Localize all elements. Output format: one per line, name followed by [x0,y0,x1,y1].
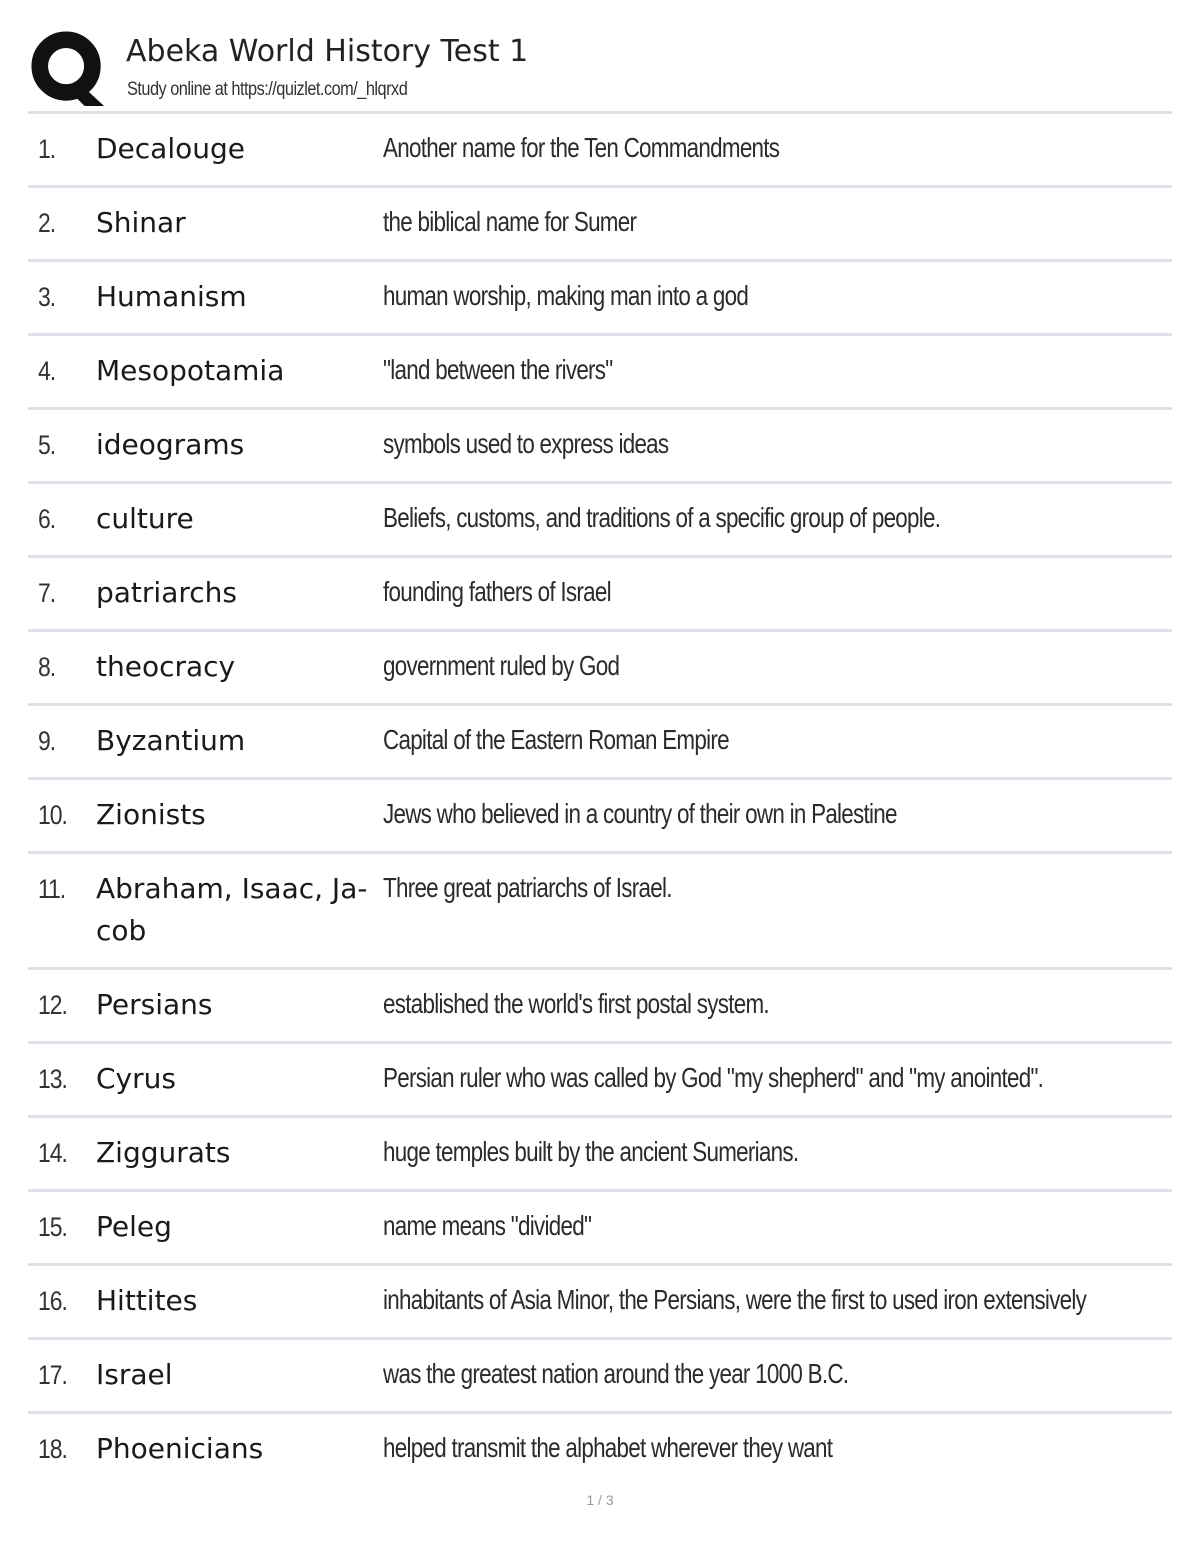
page-number: 1 / 3 [586,1492,614,1508]
card-term: Israel [96,1358,173,1391]
card-number: 9. [38,726,56,756]
card-number: 12. [38,990,67,1020]
card-number: 6. [38,504,56,534]
flashcard-row [28,1266,1172,1340]
card-definition: founding fathers of Israel [383,576,611,607]
card-number: 1. [38,134,56,164]
card-number: 5. [38,430,56,460]
card-definition: Another name for the Ten Commandments [383,132,780,163]
card-definition: Beliefs, customs, and traditions of a specific group of people. [383,502,941,533]
card-term: Shinar [96,206,186,239]
card-number: 8. [38,652,56,682]
card-term: Humanism [96,280,247,313]
card-number: 2. [38,208,56,238]
card-term: culture [96,502,194,535]
card-term: Phoenicians [96,1432,264,1465]
card-term: Decalouge [96,132,245,165]
card-definition: "land between the rivers" [383,354,613,385]
flashcard-row [28,632,1172,706]
card-number: 18. [38,1434,67,1464]
flashcard-row [28,1414,1172,1485]
card-definition: helped transmit the alphabet wherever they want [383,1432,833,1463]
quizlet-q-logo-icon [30,30,108,108]
card-number: 10. [38,800,67,830]
card-number: 15. [38,1212,67,1242]
card-term: patriarchs [96,576,237,609]
card-definition: huge temples built by the ancient Sumerians. [383,1136,799,1167]
flashcard-row [28,1044,1172,1118]
flashcard-row [28,854,1172,970]
flashcard-row [28,780,1172,854]
flashcard-row [28,336,1172,410]
card-term: Peleg [96,1210,172,1243]
card-number: 16. [38,1286,67,1316]
flashcard-row [28,1340,1172,1414]
card-definition: Persian ruler who was called by God "my shepherd" and "my anointed". [383,1062,1044,1093]
card-number: 7. [38,578,56,608]
card-definition: Three great patriarchs of Israel. [383,872,672,903]
card-number: 4. [38,356,56,386]
card-definition: was the greatest nation around the year 1000 B.C. [383,1358,849,1389]
card-term: Byzantium [96,724,246,757]
card-definition: Capital of the Eastern Roman Empire [383,724,729,755]
card-term: ideograms [96,428,245,461]
flashcard-row [28,970,1172,1044]
page-header [28,28,1172,112]
card-term: Cyrus [96,1062,176,1095]
card-definition: symbols used to express ideas [383,428,669,459]
card-number: 3. [38,282,56,312]
card-term: Mesopotamia [96,354,285,387]
card-term: theocracy [96,650,236,683]
card-term: Abraham, Isaac, Ja-cob [96,872,368,947]
card-term: Zionists [96,798,206,831]
card-number: 14. [38,1138,67,1168]
card-number: 13. [38,1064,67,1094]
card-term: Hittites [96,1284,198,1317]
flashcard-list [28,111,1172,1485]
flashcard-row [28,558,1172,632]
card-definition: the biblical name for Sumer [383,206,637,237]
card-definition: established the world's first postal system. [383,988,769,1019]
card-definition: government ruled by God [383,650,620,681]
card-definition: Jews who believed in a country of their own in Palestine [383,798,897,829]
card-number: 11. [38,874,66,904]
flashcard-row [28,188,1172,262]
study-online-link[interactable]: Study online at https://quizlet.com/_hlqrxd [127,79,408,100]
card-number: 17. [38,1360,67,1390]
flashcard-row [28,410,1172,484]
flashcard-row [28,706,1172,780]
card-definition: inhabitants of Asia Minor, the Persians, were the first to used iron extensively [383,1284,1087,1315]
flashcard-row [28,114,1172,188]
flashcard-row [28,484,1172,558]
card-term: Persians [96,988,213,1021]
set-title: Abeka World History Test 1 [126,34,529,69]
flashcard-row [28,262,1172,336]
flashcard-row [28,1192,1172,1266]
card-definition: human worship, making man into a god [383,280,749,311]
flashcard-row [28,1118,1172,1192]
card-definition: name means "divided" [383,1210,592,1241]
card-term: Ziggurats [96,1136,231,1169]
